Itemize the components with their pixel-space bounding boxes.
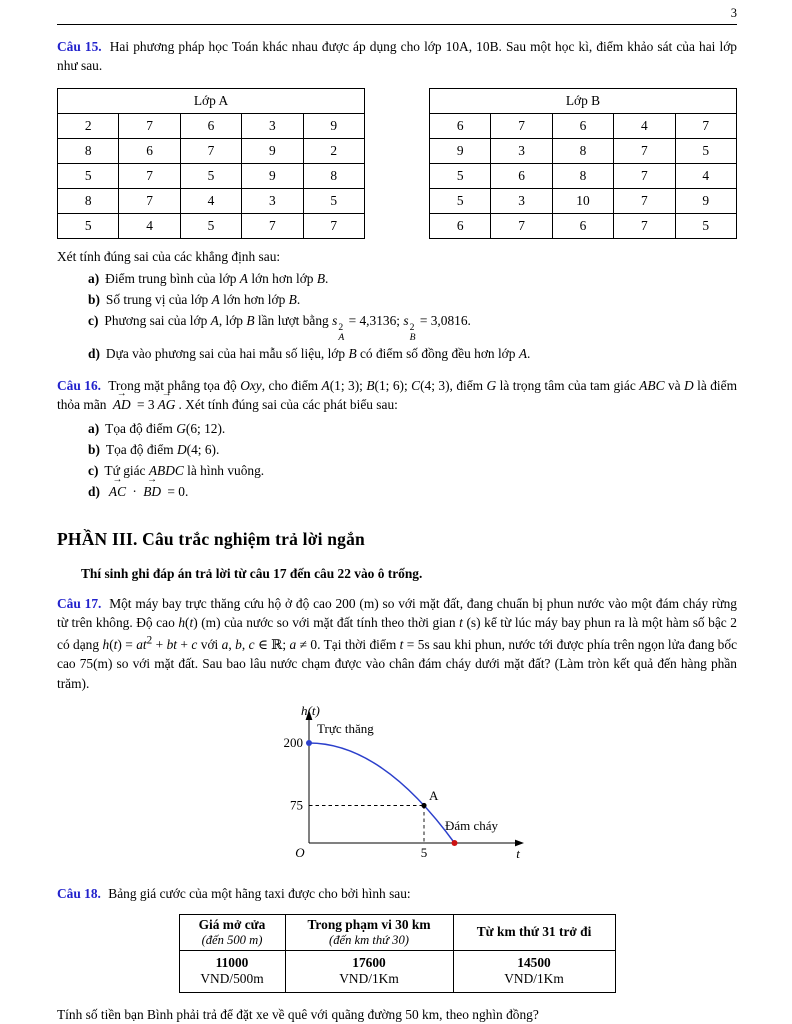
table-cell: 7 — [242, 213, 303, 238]
question-16-label: Câu 16. — [57, 377, 101, 393]
table-row — [430, 213, 737, 238]
table-row — [430, 163, 737, 188]
table-class-a-title: Lớp A — [58, 88, 365, 113]
question-15-text: Hai phương pháp học Toán khác nhau được áp dụng cho lớp 10A, 10B. Sau một học kì, điểm khảo sát của hai lớp như sau. — [57, 39, 737, 74]
table-cell: 7 — [614, 138, 675, 163]
taxi-fare-unit: VND/1Km — [453, 971, 615, 993]
table-cell: 9 — [675, 188, 736, 213]
table-cell: 6 — [180, 113, 241, 138]
question-15-statements — [57, 268, 737, 364]
taxi-col-30km-header — [285, 914, 453, 950]
taxi-col-subtitle: (đến 500 m) — [201, 932, 263, 947]
table-cell: 3 — [242, 113, 303, 138]
table-cell: 5 — [430, 188, 491, 213]
table-cell: 8 — [58, 188, 119, 213]
statement-text: Dựa vào phương sai của hai mẫu số liệu, lớp B có điểm số đồng đều hơn lớp A. — [105, 345, 531, 361]
table-cell: 3 — [491, 188, 552, 213]
tick-5-label: 5 — [420, 845, 428, 861]
question-18-intro — [57, 884, 737, 903]
point-a-label: A — [429, 788, 439, 804]
table-cell: 5 — [58, 163, 119, 188]
table-cell: 7 — [180, 138, 241, 163]
table-cell: 6 — [552, 213, 613, 238]
statement-item-b — [57, 439, 737, 460]
taxi-col-open-header — [179, 914, 285, 950]
table-cell: 5 — [430, 163, 491, 188]
taxi-col-title: Từ km thứ 31 trở đi — [476, 924, 592, 940]
table-row — [58, 213, 365, 238]
table-cell: 7 — [614, 213, 675, 238]
table-row — [430, 188, 737, 213]
table-cell: 8 — [303, 163, 364, 188]
question-18-label: Câu 18. — [57, 886, 101, 902]
table-cell: 5 — [58, 213, 119, 238]
statement-text: Tọa độ điểm D(4; 6). — [105, 441, 220, 457]
table-row — [58, 138, 365, 163]
origin-label: O — [295, 845, 305, 861]
table-cell: 5 — [303, 188, 364, 213]
taxi-fare-unit: VND/1Km — [285, 971, 453, 993]
question-17-text: Một máy bay trực thăng cứu hộ ở độ cao 200 (m) so với mặt đất, đang chuẩn bị phun nước vào một đám cháy rừng từ trên không. Độ cao h(t) (m) của nước so với mặt đất tính theo thời gian t (s) kể từ lúc máy bay phun ra là một hàm số bậc 2 có dạng $h(t) = at^2$ + bt + c với a, b, c ∈ ℝ; a ≠ 0. Tại thời điểm t = 5s sau khi phun, nước tới được phía trên ngọn lửa đang bốc cao 75(m) so với mặt đất. Sau bao lâu nước chạm được vào chân đám cháy dưới mặt đất? (Làm tròn kết quả đến hàng phần trăm). — [57, 595, 738, 691]
table-cell: 7 — [303, 213, 364, 238]
table-cell: 5 — [180, 163, 241, 188]
x-axis-label: t — [516, 846, 520, 862]
table-cell: 7 — [119, 113, 180, 138]
table-class-b-header-row — [430, 88, 737, 113]
taxi-table-unit-row — [179, 971, 615, 993]
taxi-col-title: Trong phạm vi 30 km — [307, 916, 431, 932]
table-row — [430, 138, 737, 163]
table-class-a — [57, 88, 365, 239]
table-cell: 6 — [119, 138, 180, 163]
statement-text: → AC · → BD = 0. — [106, 484, 188, 499]
question-18 — [57, 884, 737, 1024]
question-16 — [57, 376, 737, 503]
table-cell: 8 — [552, 138, 613, 163]
statement-item-d — [57, 343, 737, 364]
taxi-fare-table — [179, 914, 616, 993]
table-cell: 3 — [242, 188, 303, 213]
taxi-table-header-row — [179, 914, 615, 950]
table-class-b-title: Lớp B — [430, 88, 737, 113]
table-cell: 7 — [614, 188, 675, 213]
table-cell: 5 — [675, 213, 736, 238]
table-cell: 7 — [614, 163, 675, 188]
table-cell: 9 — [242, 163, 303, 188]
statement-key: d) — [88, 345, 100, 361]
statement-item-a — [57, 268, 737, 289]
taxi-fare-value: 14500 — [453, 950, 615, 971]
statement-key: c) — [88, 463, 99, 479]
question-17 — [57, 594, 737, 873]
table-cell: 6 — [552, 113, 613, 138]
statement-text: Tứ giác ABDC là hình vuông. — [104, 463, 265, 479]
table-row — [58, 163, 365, 188]
table-cell: 9 — [430, 138, 491, 163]
helicopter-label: Trực thăng — [317, 721, 374, 737]
statement-key: b) — [88, 292, 100, 308]
table-cell: 4 — [675, 163, 736, 188]
tick-75-label: 75 — [290, 797, 303, 813]
statement-text: Số trung vị của lớp A lớn hơn lớp B. — [105, 292, 301, 308]
trajectory-graph — [271, 703, 571, 868]
page-header — [57, 6, 737, 25]
table-row — [58, 188, 365, 213]
table-row — [430, 113, 737, 138]
question-17-body — [57, 594, 737, 694]
table-cell: 5 — [180, 213, 241, 238]
question-16-statements — [57, 418, 737, 503]
statement-item-a — [57, 418, 737, 439]
ground-point — [452, 840, 458, 846]
question-16-intro — [57, 376, 737, 415]
table-cell: 5 — [675, 138, 736, 163]
statement-key: a) — [88, 270, 100, 286]
question-15-label: Câu 15. — [57, 39, 102, 54]
question-15 — [57, 37, 737, 364]
table-class-a-body — [58, 113, 365, 238]
table-cell: 7 — [491, 213, 552, 238]
taxi-fare-value: 17600 — [285, 950, 453, 971]
part-3-instruction: Thí sinh ghi đáp án trả lời từ câu 17 đến câu 22 vào ô trống. — [81, 565, 423, 581]
part-3-heading: PHẦN III. Câu trắc nghiệm trả lời ngắn — [57, 528, 365, 549]
table-class-b — [429, 88, 737, 239]
table-row — [58, 113, 365, 138]
table-class-b-body — [430, 113, 737, 238]
table-cell: 6 — [430, 213, 491, 238]
score-tables — [57, 88, 737, 239]
table-cell: 8 — [552, 163, 613, 188]
table-cell: 2 — [303, 138, 364, 163]
table-cell: 4 — [180, 188, 241, 213]
taxi-fare-unit: VND/500m — [179, 971, 285, 993]
statement-item-c — [57, 310, 737, 343]
table-cell: 7 — [491, 113, 552, 138]
statement-text: Điểm trung bình của lớp A lớn hơn lớp B. — [105, 270, 329, 286]
taxi-fare-value: 11000 — [179, 950, 285, 971]
table-cell: 7 — [119, 188, 180, 213]
table-cell: 4 — [614, 113, 675, 138]
table-cell: 8 — [58, 138, 119, 163]
table-cell: 10 — [552, 188, 613, 213]
statement-text: Phương sai của lớp A, lớp B lần lượt bằng s 2 A = 4,3136; s 2 B = 3,0816. — [104, 313, 471, 343]
table-cell: 2 — [58, 113, 119, 138]
table-cell: 6 — [430, 113, 491, 138]
table-class-a-header-row — [58, 88, 365, 113]
point-a — [421, 803, 426, 808]
statement-text: Tọa độ điểm G(6; 12). — [105, 420, 226, 436]
statement-key: a) — [88, 420, 100, 436]
page-number: 3 — [730, 6, 737, 20]
statement-key: c) — [88, 313, 99, 329]
helicopter-point — [306, 740, 312, 746]
table-cell: 9 — [242, 138, 303, 163]
statement-item-d — [57, 481, 737, 502]
statement-key: d) — [88, 484, 100, 500]
question-18-text: Bảng giá cước của một hãng taxi được cho bởi hình sau: — [108, 886, 411, 902]
tick-200-label: 200 — [283, 735, 303, 751]
taxi-col-31km-header — [453, 914, 615, 950]
table-cell: 3 — [491, 138, 552, 163]
table-cell: 7 — [675, 113, 736, 138]
table-cell: 4 — [119, 213, 180, 238]
question-15-intro — [57, 37, 737, 76]
taxi-col-title: Giá mở cửa — [198, 916, 266, 932]
fire-label: Đám cháy — [445, 818, 499, 834]
trajectory-figure — [271, 703, 737, 872]
question-17-label: Câu 17. — [57, 595, 102, 611]
taxi-col-subtitle: (đến km thứ 30) — [329, 932, 409, 947]
taxi-table-value-row — [179, 950, 615, 971]
table-cell: 9 — [303, 113, 364, 138]
table-cell: 6 — [491, 163, 552, 188]
table-cell: 7 — [119, 163, 180, 188]
statement-key: b) — [88, 441, 100, 457]
y-axis-label: h(t) — [301, 703, 320, 719]
question-18-outro: Tính số tiền bạn Bình phải trả để đặt xe về quê với quãng đường 50 km, theo nghìn đồng? — [57, 1006, 539, 1022]
statement-item-b — [57, 289, 737, 310]
question-16-text: Trong mặt phẳng tọa độ Oxy, cho điểm A(1; 3); B(1; 6); C(4; 3), điểm G là trọng tâm của tam giác ABC và D là điểm thỏa mãn → AD = 3 → AG . Xét tính đúng sai của các phát biểu sau: — [57, 378, 737, 412]
question-15-prompt: Xét tính đúng sai của các khẳng định sau: — [57, 248, 281, 264]
